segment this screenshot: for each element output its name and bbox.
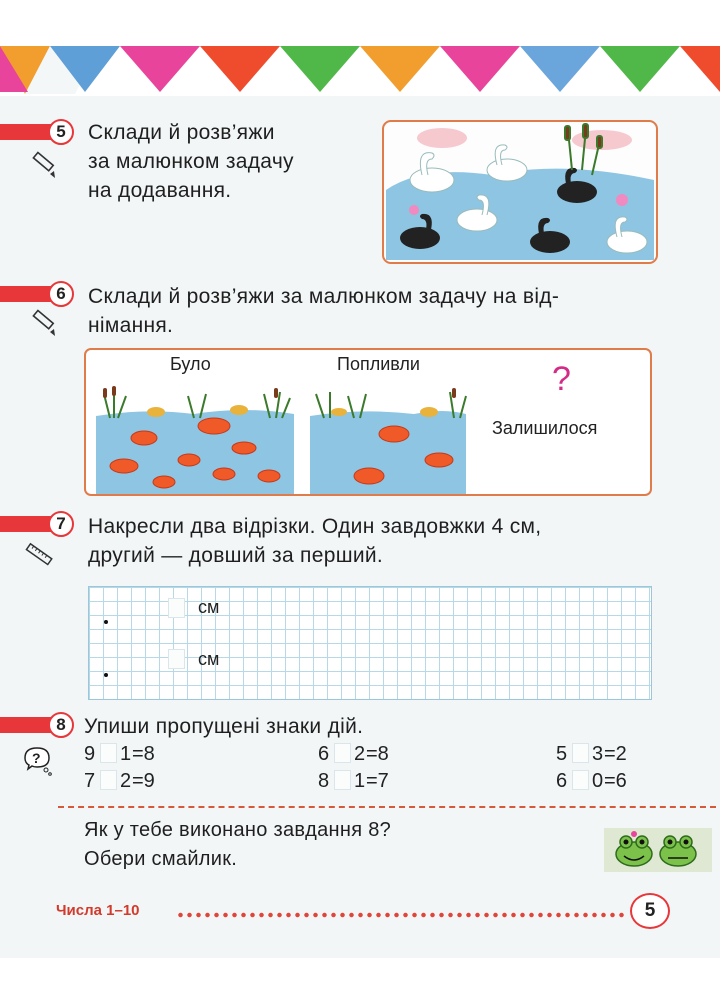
task7-line-1: Накресли два відрізки. Один завдовжки 4 см,: [88, 515, 542, 538]
bunting-decoration: [0, 46, 720, 96]
task7-text: [88, 512, 541, 570]
op-box-eq-2[interactable]: [100, 770, 117, 790]
task8-title: Упиши пропущені знаки дій.: [84, 715, 364, 738]
pencil-icon: [28, 308, 58, 338]
answer-box-length-2[interactable]: [168, 649, 185, 669]
answer-box-length-1[interactable]: [168, 598, 185, 618]
ruler-icon: [22, 538, 54, 570]
eq-4-b: 1: [354, 770, 366, 792]
eq-1-a: 9: [84, 743, 96, 765]
label-left: Залишилося: [492, 418, 598, 438]
task5-line-1: Склади й розв’яжи: [88, 121, 275, 144]
task5-text: [88, 118, 294, 205]
task5-line-3: на додавання.: [88, 179, 232, 202]
eq-5-a: 5: [556, 743, 568, 765]
task6-text: [88, 282, 559, 340]
question-mark: ?: [552, 360, 571, 398]
eq-6-b: 0: [592, 770, 604, 792]
self-check-text: [84, 816, 391, 874]
eq-3-b: 2: [354, 743, 366, 765]
eq-6-result: =6: [604, 770, 627, 792]
eq-5-result: =2: [604, 743, 627, 765]
self-check-line-2: Обери смайлик.: [84, 848, 238, 870]
dashed-divider: [58, 806, 716, 808]
workbook-page: [0, 46, 720, 958]
task-number-5: 5: [48, 119, 74, 145]
label-swam-away: Попливли: [337, 354, 420, 374]
eq-3-a: 6: [318, 743, 330, 765]
svg-text:?: ?: [32, 750, 41, 766]
eq-2-b: 2: [120, 770, 132, 792]
task5-line-2: за малюнком задачу: [88, 150, 294, 173]
footer-dotted-line: [176, 912, 624, 918]
eq-4-a: 8: [318, 770, 330, 792]
op-box-eq-3[interactable]: [334, 743, 351, 763]
frog-smiley-icon[interactable]: [604, 828, 712, 872]
segment-start-point-2: [104, 673, 108, 677]
eq-1-b: 1: [120, 743, 132, 765]
op-box-eq-5[interactable]: [572, 743, 589, 763]
op-box-eq-4[interactable]: [334, 770, 351, 790]
self-check-line-1: Як у тебе виконано завдання 8?: [84, 819, 392, 841]
eq-4-result: =7: [366, 770, 389, 792]
eq-3-result: =8: [366, 743, 389, 765]
task7-line-2: другий — довший за перший.: [88, 544, 384, 567]
eq-2-a: 7: [84, 770, 96, 792]
swans-pond-illustration: [382, 120, 658, 264]
segment-start-point-1: [104, 620, 108, 624]
eq-2-result: =9: [132, 770, 155, 792]
eq-6-a: 6: [556, 770, 568, 792]
task-number-6: 6: [48, 281, 74, 307]
task6-line-2: німання.: [88, 314, 174, 337]
footer-section-title: Числа 1–10: [56, 902, 140, 919]
thinking-icon: [20, 744, 54, 776]
eq-5-b: 3: [592, 743, 604, 765]
op-box-eq-6[interactable]: [572, 770, 589, 790]
label-was: Було: [170, 354, 211, 374]
unit-label-1: см: [198, 597, 220, 617]
task-number-7: 7: [48, 511, 74, 537]
unit-label-2: см: [198, 649, 220, 669]
page-number: 5: [630, 893, 670, 929]
pencil-icon: [28, 150, 58, 180]
op-box-eq-1[interactable]: [100, 743, 117, 763]
task6-line-1: Склади й розв’яжи за малюнком задачу на від-: [88, 285, 560, 308]
task-number-8: 8: [48, 712, 74, 738]
eq-1-result: =8: [132, 743, 155, 765]
